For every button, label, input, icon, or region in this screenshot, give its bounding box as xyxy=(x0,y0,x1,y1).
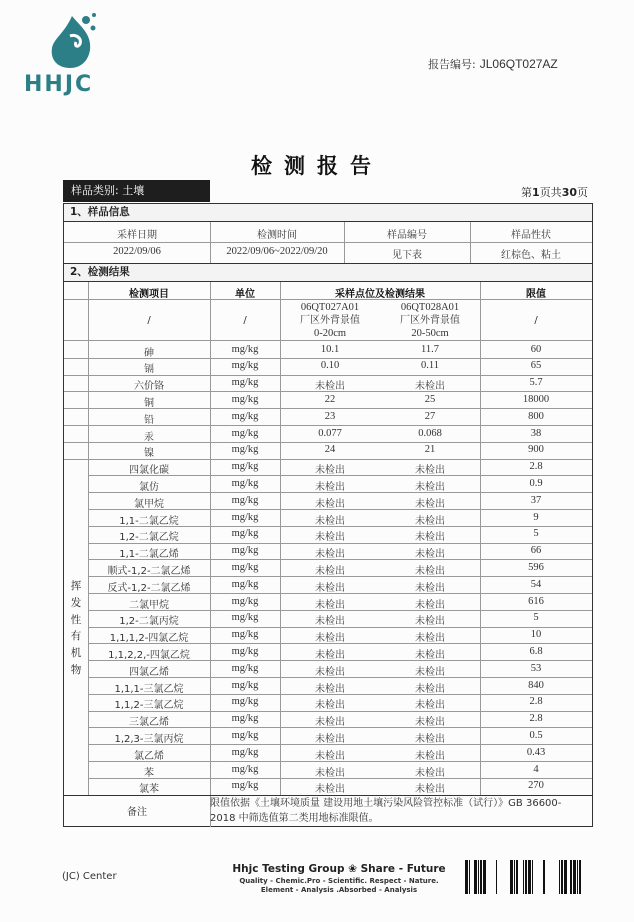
footer-slogan: Share - Future xyxy=(360,863,446,875)
result-item: 1,1,2,2,-四氯乙烷 xyxy=(108,649,190,661)
voc-group-char: 发 xyxy=(70,596,82,609)
result-value-1: 未检出 xyxy=(315,481,345,493)
result-value-2: 未检出 xyxy=(415,683,445,695)
result-item: 反式-1,2-二氯乙烯 xyxy=(107,582,191,594)
sample-point-2: 06QT028A01 厂区外背景值 20-50cm xyxy=(400,302,460,339)
result-value-2: 25 xyxy=(424,393,436,405)
section-test-results: 2、检测结果 xyxy=(64,264,592,281)
result-unit: mg/kg xyxy=(231,545,259,557)
result-value-2: 未检出 xyxy=(415,549,445,561)
result-item: 氯苯 xyxy=(139,784,159,796)
page-title: 检测报告 xyxy=(251,154,383,178)
voc-group-char: 有 xyxy=(70,630,82,643)
result-limit: 5.7 xyxy=(529,377,543,389)
result-unit: mg/kg xyxy=(231,360,259,372)
result-limit: 66 xyxy=(530,545,542,557)
result-item: 苯 xyxy=(144,767,154,779)
result-unit: mg/kg xyxy=(231,679,259,691)
result-item: 1,1,1-三氯乙烷 xyxy=(114,683,184,695)
result-limit: 2.8 xyxy=(529,461,543,473)
result-item: 铜 xyxy=(144,397,154,409)
result-unit: mg/kg xyxy=(231,629,259,641)
result-unit: mg/kg xyxy=(231,645,259,657)
report-number-label: 报告编号: xyxy=(428,58,476,71)
sample-id: 见下表 xyxy=(392,250,422,261)
result-item: 顺式-1,2-二氯乙烯 xyxy=(107,565,191,577)
result-unit: mg/kg xyxy=(231,393,259,405)
result-value-2: 未检出 xyxy=(415,750,445,762)
voc-group-label xyxy=(64,578,88,679)
barcode-icon xyxy=(465,860,589,894)
result-unit: mg/kg xyxy=(231,343,259,355)
result-value-1: 未检出 xyxy=(315,599,345,611)
result-value-2: 未检出 xyxy=(415,565,445,577)
result-value-1: 未检出 xyxy=(315,465,345,477)
result-item: 1,1,1,2-四氯乙烷 xyxy=(109,633,189,645)
result-limit: 65 xyxy=(530,360,542,372)
footer-center-label: (JC) Center xyxy=(62,871,117,882)
col-header-limit: 限值 xyxy=(526,289,546,300)
result-value-1: 未检出 xyxy=(315,565,345,577)
result-value-2: 未检出 xyxy=(415,733,445,745)
result-limit: 5 xyxy=(533,612,539,624)
result-limit: 5 xyxy=(533,528,539,540)
result-unit: mg/kg xyxy=(231,729,259,741)
result-unit: mg/kg xyxy=(231,780,259,792)
result-item: 1,1-二氯乙烷 xyxy=(119,515,179,527)
result-limit: 18000 xyxy=(522,393,550,405)
result-item: 二氯甲烷 xyxy=(129,599,169,611)
result-item: 四氯化碳 xyxy=(129,465,169,477)
result-unit: mg/kg xyxy=(231,494,259,506)
result-item: 1,1-二氯乙烯 xyxy=(119,549,179,561)
result-unit: mg/kg xyxy=(231,696,259,708)
result-value-1: 22 xyxy=(324,393,336,405)
result-limit: 60 xyxy=(530,343,542,355)
result-item: 氯仿 xyxy=(139,481,159,493)
result-item: 氯甲烷 xyxy=(134,498,164,510)
result-value-1: 未检出 xyxy=(315,649,345,661)
result-limit: 0.9 xyxy=(529,477,543,489)
result-unit: mg/kg xyxy=(231,578,259,590)
col-header-item: 检测项目 xyxy=(129,289,169,300)
voc-group-char: 挥 xyxy=(70,580,82,592)
result-value-1: 0.10 xyxy=(320,360,340,372)
result-item: 1,2,3-三氯丙烷 xyxy=(114,733,184,745)
result-limit: 37 xyxy=(530,494,542,506)
result-value-2: 未检出 xyxy=(415,599,445,611)
result-item: 三氯乙烯 xyxy=(129,717,169,729)
hhjc-logo-icon xyxy=(46,12,98,70)
result-unit: mg/kg xyxy=(231,410,259,422)
col-header-points: 采样点位及检测结果 xyxy=(335,289,425,300)
result-item: 1,2-二氯乙烷 xyxy=(119,532,179,544)
result-unit: mg/kg xyxy=(231,377,259,389)
result-value-2: 未检出 xyxy=(415,532,445,544)
result-value-1: 未检出 xyxy=(315,683,345,695)
test-time: 2022/09/06~2022/09/20 xyxy=(226,246,328,257)
voc-group-char: 机 xyxy=(70,647,82,660)
remark-label: 备注 xyxy=(127,807,147,818)
sample-nature: 红棕色、粘土 xyxy=(501,250,561,261)
col-header-unit: 单位 xyxy=(235,289,255,300)
result-unit: mg/kg xyxy=(231,511,259,523)
voc-group-char: 物 xyxy=(70,663,82,676)
result-value-1: 未检出 xyxy=(315,633,345,645)
result-limit: 900 xyxy=(528,444,544,456)
result-limit: 53 xyxy=(530,662,542,674)
result-limit: 270 xyxy=(528,780,544,792)
result-limit: 596 xyxy=(528,561,544,573)
result-limit: 800 xyxy=(528,410,544,422)
result-value-1: 未检出 xyxy=(315,700,345,712)
result-unit: mg/kg xyxy=(231,528,259,540)
result-unit: mg/kg xyxy=(231,763,259,775)
result-limit: 6.8 xyxy=(529,645,543,657)
result-value-2: 21 xyxy=(424,444,436,456)
result-value-2: 未检出 xyxy=(415,784,445,796)
result-value-1: 未检出 xyxy=(315,381,345,393)
result-value-1: 未检出 xyxy=(315,750,345,762)
result-unit: mg/kg xyxy=(231,461,259,473)
result-limit: 616 xyxy=(528,595,544,607)
sample-category: 样品类别: 土壤 xyxy=(63,180,210,202)
result-item: 1,1,2-三氯乙烷 xyxy=(114,700,184,712)
result-value-1: 未检出 xyxy=(315,515,345,527)
result-item: 砷 xyxy=(144,347,154,359)
remark-text: 限值依据《土壤环境质量 建设用地土壤污染风险管控标准（试行）》GB 36600-2018 中筛选值第二类用地标准限值。 xyxy=(210,798,562,824)
result-value-1: 未检出 xyxy=(315,616,345,628)
sample-point-1: 06QT027A01 厂区外背景值 0-20cm xyxy=(300,302,360,339)
result-unit: mg/kg xyxy=(231,713,259,725)
result-value-2: 未检出 xyxy=(415,633,445,645)
result-value-2: 27 xyxy=(424,410,436,422)
result-value-1: 23 xyxy=(324,410,336,422)
result-item: 铅 xyxy=(144,414,154,426)
result-value-2: 未检出 xyxy=(415,616,445,628)
result-unit: mg/kg xyxy=(231,561,259,573)
col-header-sample-id: 样品编号 xyxy=(387,230,427,241)
col-header-sample-nature: 样品性状 xyxy=(511,230,551,241)
result-value-2: 未检出 xyxy=(415,700,445,712)
result-limit: 38 xyxy=(530,427,542,439)
sample-row-unit: / xyxy=(243,315,247,326)
result-value-2: 未检出 xyxy=(415,481,445,493)
sample-row-item: / xyxy=(147,315,151,326)
result-unit: mg/kg xyxy=(231,427,259,439)
result-value-2: 0.068 xyxy=(418,427,442,439)
result-value-1: 未检出 xyxy=(315,582,345,594)
result-value-2: 未检出 xyxy=(415,465,445,477)
sample-row-limit: / xyxy=(534,315,538,326)
result-unit: mg/kg xyxy=(231,477,259,489)
section-sample-info: 1、样品信息 xyxy=(64,204,592,221)
result-value-1: 未检出 xyxy=(315,666,345,678)
result-value-1: 24 xyxy=(324,444,336,456)
footer-tagline-2: Element - Analysis .Absorbed - Analysis xyxy=(260,886,418,894)
result-value-2: 未检出 xyxy=(415,767,445,779)
result-value-1: 未检出 xyxy=(315,784,345,796)
result-value-1: 未检出 xyxy=(315,549,345,561)
report-number xyxy=(428,56,558,72)
result-unit: mg/kg xyxy=(231,746,259,758)
result-value-1: 未检出 xyxy=(315,717,345,729)
result-item: 1,2-二氯丙烷 xyxy=(119,616,179,628)
voc-group-char: 性 xyxy=(70,613,82,626)
result-limit: 0.43 xyxy=(526,746,546,758)
result-item: 六价铬 xyxy=(134,381,164,393)
col-header-test-time: 检测时间 xyxy=(257,230,297,241)
result-value-2: 0.11 xyxy=(421,360,439,372)
footer-tagline-1: Quality - Chemic.Pro - Scientific. Respect - Nature. xyxy=(239,877,439,885)
result-value-1: 未检出 xyxy=(315,733,345,745)
footer-company: Hhjc Testing Group xyxy=(232,863,345,875)
result-value-2: 未检出 xyxy=(415,666,445,678)
result-unit: mg/kg xyxy=(231,662,259,674)
result-item: 氯乙烯 xyxy=(134,750,164,762)
logo-text: HHJC xyxy=(24,72,94,97)
result-unit: mg/kg xyxy=(231,444,259,456)
result-limit: 840 xyxy=(528,679,544,691)
result-item: 四氯乙烯 xyxy=(129,666,169,678)
result-value-2: 未检出 xyxy=(415,498,445,510)
result-limit: 54 xyxy=(530,578,542,590)
result-limit: 9 xyxy=(533,511,539,523)
result-value-1: 10.1 xyxy=(320,343,340,355)
col-header-sampling-date: 采样日期 xyxy=(117,230,157,241)
page-indicator: 第1页共30页 xyxy=(521,186,588,199)
result-value-2: 未检出 xyxy=(415,717,445,729)
result-value-2: 未检出 xyxy=(415,649,445,661)
result-value-2: 未检出 xyxy=(415,515,445,527)
flower-icon: ❀ xyxy=(348,863,357,875)
report-number-value: JL06QT027AZ xyxy=(479,57,558,71)
result-item: 镉 xyxy=(144,364,154,376)
result-value-2: 未检出 xyxy=(415,582,445,594)
result-limit: 0.5 xyxy=(529,729,543,741)
result-unit: mg/kg xyxy=(231,612,259,624)
sampling-date: 2022/09/06 xyxy=(113,246,161,257)
result-value-1: 未检出 xyxy=(315,532,345,544)
result-item: 汞 xyxy=(144,431,154,443)
result-unit: mg/kg xyxy=(231,595,259,607)
result-limit: 2.8 xyxy=(529,713,543,725)
result-value-2: 11.7 xyxy=(421,343,439,355)
result-value-1: 0.077 xyxy=(318,427,342,439)
result-item: 镍 xyxy=(144,448,154,460)
result-value-2: 未检出 xyxy=(415,381,445,393)
result-limit: 10 xyxy=(530,629,542,641)
result-value-1: 未检出 xyxy=(315,767,345,779)
result-limit: 4 xyxy=(533,763,539,775)
footer-brand xyxy=(232,863,446,895)
result-value-1: 未检出 xyxy=(315,498,345,510)
result-limit: 2.8 xyxy=(529,696,543,708)
